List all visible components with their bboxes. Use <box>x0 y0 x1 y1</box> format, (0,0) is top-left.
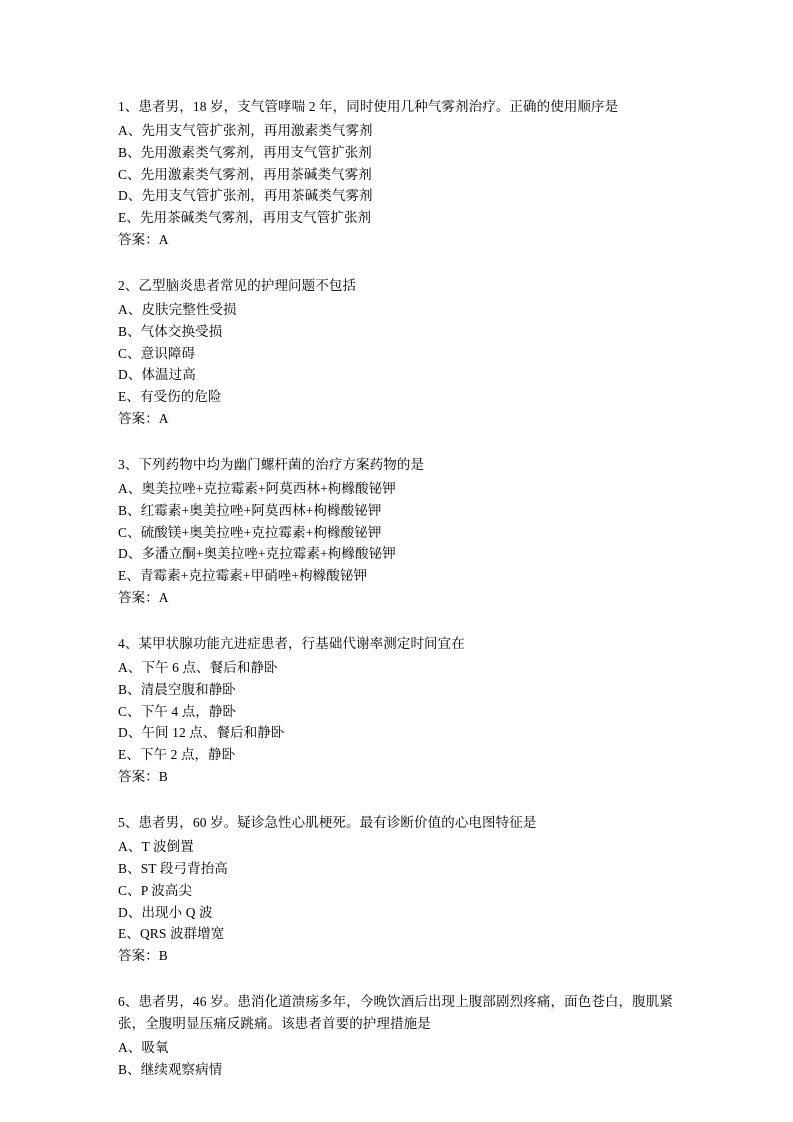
question-option[interactable]: A、奥美拉唑+克拉霉素+阿莫西林+枸橼酸铋钾 <box>118 480 396 496</box>
question-answer: 答案：A <box>118 590 169 606</box>
question-block <box>118 96 673 251</box>
question-option[interactable]: B、ST 段弓背抬高 <box>118 860 228 876</box>
question-option[interactable]: A、先用支气管扩张剂，再用激素类气雾剂 <box>118 122 373 138</box>
question-option[interactable]: B、清晨空腹和静卧 <box>118 681 236 697</box>
question-option[interactable]: A、皮肤完整性受损 <box>118 301 237 317</box>
question-option[interactable]: A、下午 6 点、餐后和静卧 <box>118 659 278 675</box>
question-option[interactable]: C、硫酸镁+奥美拉唑+克拉霉素+枸橼酸铋钾 <box>118 524 382 540</box>
question-stem: 3、下列药物中均为幽门螺杆菌的治疗方案药物的是 <box>118 457 425 473</box>
questions-container <box>118 96 673 1081</box>
question-option[interactable]: C、P 波高尖 <box>118 882 193 898</box>
question-block <box>118 275 673 430</box>
question-option[interactable]: B、红霉素+奥美拉唑+阿莫西林+枸橼酸铋钾 <box>118 502 382 518</box>
option-list <box>118 836 673 945</box>
question-stem: 5、患者男，60 岁。疑诊急性心肌梗死。最有诊断价值的心电图特征是 <box>118 815 537 831</box>
question-answer: 答案：A <box>118 411 169 427</box>
question-option[interactable]: B、继续观察病情 <box>118 1061 223 1077</box>
question-answer: 答案：A <box>118 232 169 248</box>
question-stem: 6、患者男，46 岁。患消化道溃疡多年，今晚饮酒后出现上腹部剧烈疼痛，面色苍白，腹肌紧张，全腹明显压痛反跳痛。该患者首要的护理措施是 <box>118 994 673 1031</box>
question-option[interactable]: D、先用支气管扩张剂，再用茶碱类气雾剂 <box>118 188 373 204</box>
question-answer: 答案：B <box>118 948 168 964</box>
question-option[interactable]: E、有受伤的危险 <box>118 389 222 405</box>
question-block <box>118 633 673 788</box>
question-option[interactable]: D、午间 12 点、餐后和静卧 <box>118 725 285 741</box>
question-block <box>118 454 673 609</box>
question-option[interactable]: D、多潘立酮+奥美拉唑+克拉霉素+枸橼酸铋钾 <box>118 546 396 562</box>
question-block <box>118 812 673 967</box>
option-list <box>118 478 673 587</box>
question-option[interactable]: D、体温过高 <box>118 367 196 383</box>
option-list <box>118 1037 673 1081</box>
question-stem: 4、某甲状腺功能亢进症患者，行基础代谢率测定时间宜在 <box>118 636 465 652</box>
option-list <box>118 120 673 229</box>
question-stem: 2、乙型脑炎患者常见的护理问题不包括 <box>118 278 357 294</box>
question-answer: 答案：B <box>118 769 168 785</box>
question-option[interactable]: C、意识障碍 <box>118 345 196 361</box>
question-option[interactable]: E、青霉素+克拉霉素+甲硝唑+枸橼酸铋钾 <box>118 568 368 584</box>
question-option[interactable]: E、下午 2 点，静卧 <box>118 747 236 763</box>
question-option[interactable]: E、先用茶碱类气雾剂，再用支气管扩张剂 <box>118 210 372 226</box>
question-option[interactable]: E、QRS 波群增宽 <box>118 926 225 942</box>
option-list <box>118 657 673 766</box>
question-option[interactable]: C、先用激素类气雾剂，再用茶碱类气雾剂 <box>118 166 372 182</box>
question-option[interactable]: B、气体交换受损 <box>118 323 223 339</box>
question-stem: 1、患者男，18 岁，支气管哮喘 2 年，同时使用几种气雾剂治疗。正确的使用顺序是 <box>118 99 619 114</box>
question-option[interactable]: A、T 波倒置 <box>118 838 194 854</box>
option-list <box>118 299 673 408</box>
question-block <box>118 991 673 1080</box>
question-option[interactable]: C、下午 4 点，静卧 <box>118 703 237 719</box>
question-option[interactable]: B、先用激素类气雾剂，再用支气管扩张剂 <box>118 144 372 160</box>
question-option[interactable]: D、出现小 Q 波 <box>118 904 213 920</box>
question-option[interactable]: A、吸氧 <box>118 1039 169 1055</box>
